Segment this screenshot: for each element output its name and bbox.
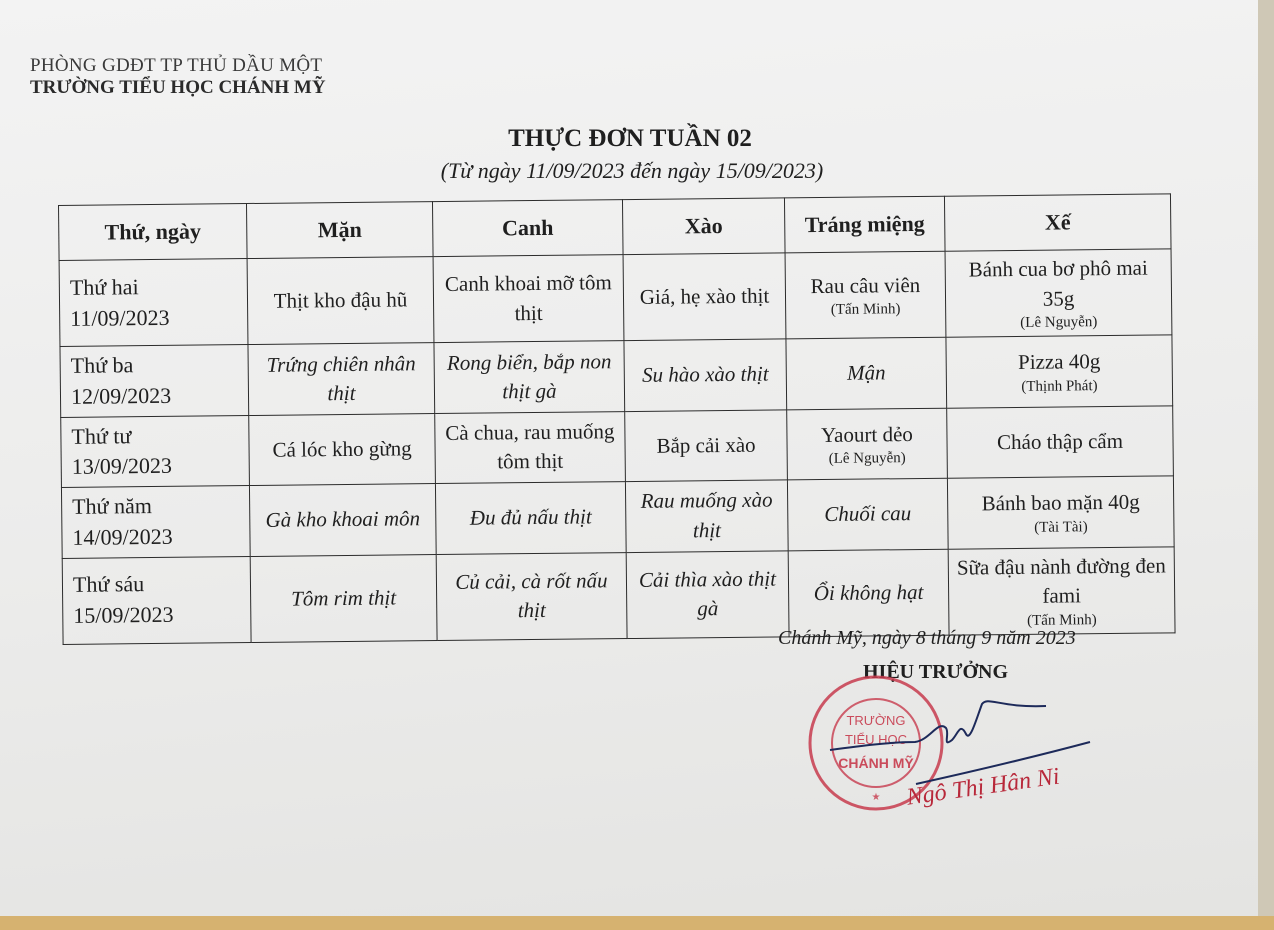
- dish-name: Bánh cua bơ phô mai 35g: [968, 255, 1148, 311]
- signing-place-date: Chánh Mỹ, ngày 8 tháng 9 năm 2023: [778, 627, 1076, 649]
- canh-cell: Cà chua, rau muống tôm thịt: [435, 411, 626, 483]
- column-header: Tráng miệng: [784, 196, 945, 253]
- table-row: [61, 476, 1174, 558]
- table-row: [60, 335, 1173, 417]
- day-name: Thứ ba: [70, 352, 134, 379]
- man-cell: Tôm rim thịt: [250, 554, 437, 642]
- man-cell: Trứng chiên nhân thịt: [248, 343, 435, 415]
- xe-cell: [945, 249, 1172, 338]
- xe-cell: [946, 335, 1173, 408]
- supplier-label: (Tấn Minh): [1027, 611, 1097, 629]
- xao-cell: Giá, hẹ xào thịt: [623, 253, 786, 341]
- date-range: (Từ ngày 11/09/2023 đến ngày 15/09/2023): [440, 158, 824, 183]
- svg-text:★: ★: [871, 792, 881, 803]
- dish-name: Ổi không hạt: [813, 579, 924, 605]
- xe-cell: [948, 546, 1175, 635]
- page-title: THỰC ĐƠN TUẦN 02: [508, 125, 752, 152]
- dish-name: Rau câu viên: [810, 272, 921, 299]
- column-header: Xào: [622, 198, 785, 255]
- dish-name: Mận: [846, 360, 886, 386]
- canh-cell: Đu đủ nấu thịt: [435, 482, 626, 554]
- supplier-label: (Thịnh Phát): [1021, 377, 1098, 395]
- supplier-label: (Lê Nguyễn): [1020, 314, 1098, 332]
- supplier-label: (Tài Tài): [1034, 518, 1088, 536]
- canh-cell: Củ cải, cà rốt nấu thịt: [436, 552, 627, 640]
- day-date: 15/09/2023: [73, 602, 174, 629]
- trang-mieng-cell: [786, 338, 947, 410]
- day-cell: [61, 486, 250, 558]
- man-cell: Cá lóc kho gừng: [249, 413, 436, 485]
- svg-text:TIỂU HỌC: TIỂU HỌC: [844, 732, 908, 747]
- day-cell: [62, 556, 251, 644]
- trang-mieng-cell: [785, 251, 946, 339]
- xe-cell: [947, 476, 1174, 549]
- dish-name: Sữa đậu nành đường đen fami: [956, 553, 1166, 608]
- day-date: 12/09/2023: [70, 382, 172, 409]
- background-edge: [1258, 0, 1274, 930]
- day-date: 14/09/2023: [72, 523, 173, 550]
- trang-mieng-cell: [787, 408, 948, 480]
- weekly-menu-table: [58, 193, 1176, 645]
- day-name: Thứ sáu: [72, 571, 145, 598]
- dish-name: Cháo thập cẩm: [996, 428, 1124, 454]
- column-header: Canh: [432, 200, 623, 257]
- column-header: Thứ, ngày: [59, 204, 248, 261]
- day-cell: [60, 345, 249, 417]
- dish-name: Chuối cau: [824, 501, 912, 527]
- principal-name: Ngô Thị Hân Ni: [905, 763, 1062, 811]
- table-row: [61, 406, 1174, 488]
- supplier-label: (Tấn Minh): [830, 301, 901, 319]
- man-cell: Thịt kho đậu hũ: [247, 257, 434, 345]
- xao-cell: Cải thìa xào thịt gà: [626, 550, 789, 638]
- day-cell: [61, 415, 250, 487]
- column-header: Xế: [944, 194, 1171, 251]
- xao-cell: Su hào xào thịt: [624, 339, 787, 411]
- xe-cell: [947, 406, 1174, 479]
- day-cell: [59, 259, 248, 347]
- column-header: Mặn: [246, 202, 433, 259]
- dish-name: Pizza 40g: [1017, 349, 1101, 375]
- dish-name: Bánh bao mặn 40g: [981, 489, 1140, 516]
- dish-name: Yaourt dẻo: [820, 421, 913, 447]
- man-cell: Gà kho khoai môn: [249, 484, 436, 556]
- trang-mieng-cell: [788, 549, 949, 637]
- day-date: 11/09/2023: [70, 304, 170, 331]
- school-name: TRƯỜNG TIỂU HỌC CHÁNH MỸ: [30, 77, 326, 98]
- supplier-label: (Lê Nguyễn): [828, 450, 906, 468]
- day-name: Thứ hai: [69, 274, 139, 300]
- xao-cell: Bắp cải xào: [625, 410, 788, 482]
- day-name: Thứ tư: [71, 422, 132, 449]
- svg-text:TRƯỜNG: TRƯỜNG: [846, 713, 906, 728]
- day-name: Thứ năm: [72, 493, 153, 519]
- xao-cell: Rau muống xào thịt: [625, 480, 788, 552]
- department-name: PHÒNG GDĐT TP THỦ DẦU MỘT: [30, 55, 323, 76]
- table-surface: [0, 916, 1274, 930]
- principal-title: HIỆU TRƯỞNG: [863, 661, 1009, 683]
- canh-cell: Rong biển, bắp non thịt gà: [434, 341, 625, 413]
- day-date: 13/09/2023: [71, 453, 173, 480]
- svg-text:CHÁNH MỸ: CHÁNH MỸ: [838, 755, 914, 771]
- trang-mieng-cell: [787, 478, 948, 550]
- table-row: [59, 249, 1172, 347]
- canh-cell: Canh khoai mỡ tôm thịt: [433, 255, 624, 343]
